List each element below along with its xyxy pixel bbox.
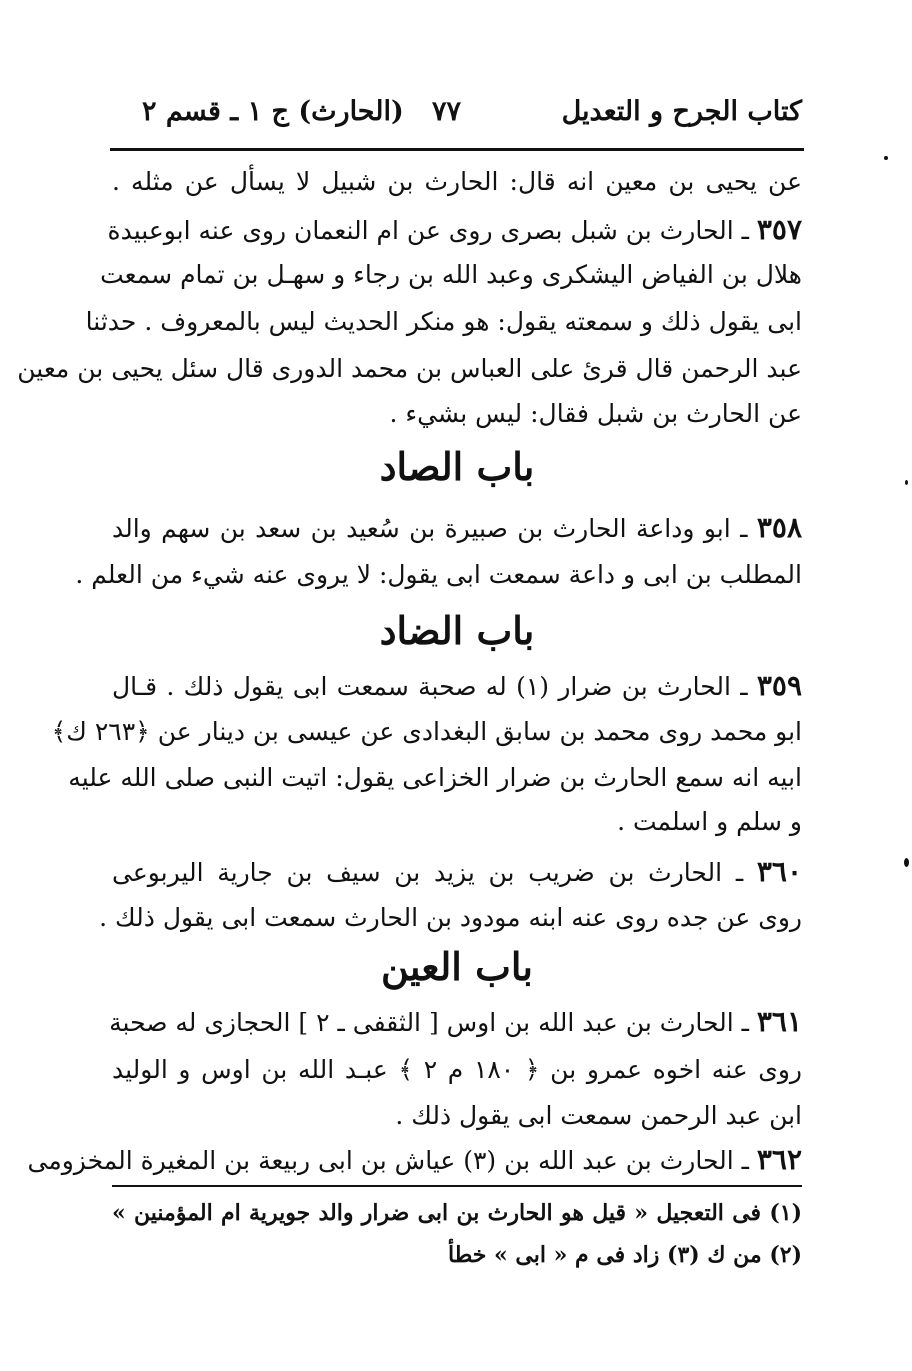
book-title: كتاب الجرح و التعديل <box>561 96 802 127</box>
entry-362-line-1: ٣٦٢ ـ الحارث بن عبد الله بن (٣) عياش بن ابى ربيعة بن المغيرة المخزومى <box>27 1143 802 1176</box>
entry-360-line-1: ٣٦٠ ـ الحارث بن ضريب بن يزيد بن سيف بن جارية اليربوعى <box>112 855 802 888</box>
header-rule <box>110 148 804 151</box>
text-line: روى عن جده روى عنه ابنه مودود بن الحارث سمعت ابى يقول ذلك . <box>99 903 802 932</box>
entry-number: ٣٦١ <box>756 1005 802 1038</box>
text-line: عبد الرحمن قال قرئ على العباس بن محمد الدورى قال سئل يحيى بن معين <box>17 354 802 383</box>
entry-361-line-1: ٣٦١ ـ الحارث بن عبد الله بن اوس [ الثقفى ـ ٢ ] الحجازى له صحبة <box>109 1005 802 1038</box>
chapter-heading-sad: باب الصاد <box>379 444 535 489</box>
text-line: ابيه انه سمع الحارث بن ضرار الخزاعى يقول: اتيت النبى صلى الله عليه <box>68 763 802 792</box>
text-line: المطلب بن ابى و داعة سمعت ابى يقول: لا يروى عنه شيء من العلم . <box>75 560 802 589</box>
running-header <box>112 88 802 138</box>
text-line: و سلم و اسلمت . <box>617 807 802 836</box>
entry-359-line-1: ٣٥٩ ـ الحارث بن ضرار (١) له صحبة سمعت ابى يقول ذلك . قـال <box>112 669 802 702</box>
entry-357-line-1: ٣٥٧ ـ الحارث بن شبل بصرى روى عن ام النعمان روى عنه ابوعبيدة <box>107 213 802 246</box>
entry-358-line-1: ٣٥٨ ـ ابو وداعة الحارث بن صبيرة بن سُعيد بن سعد بن سهم والد <box>112 511 802 544</box>
chapter-heading-dad: باب الضاد <box>379 608 535 653</box>
entry-number: ٣٥٩ <box>756 669 802 702</box>
footnote-rule <box>112 1185 802 1187</box>
page-number: ٧٧ <box>432 96 462 127</box>
text-line: ابو محمد روى محمد بن سابق البغدادى عن عيسى بن دينار عن ﴿٢٦٣ ك﴾ <box>51 717 802 746</box>
entry-number: ٣٦٢ <box>756 1143 802 1176</box>
scan-speck <box>904 858 909 867</box>
entry-number: ٣٥٨ <box>756 511 802 544</box>
scan-speck <box>905 480 908 485</box>
entry-number: ٣٥٧ <box>756 213 802 246</box>
text-line: هلال بن الفياض اليشكرى وعبد الله بن رجاء و سهـل بن تمام سمعت <box>100 260 802 289</box>
footnote-2: (٢) من ك (٣) زاد فى م « ابى » خطأ <box>448 1242 802 1268</box>
text-line: ابن عبد الرحمن سمعت ابى يقول ذلك . <box>395 1101 802 1130</box>
chapter-heading-ayn: باب العين <box>380 944 534 989</box>
text-line: عن يحيى بن معين انه قال: الحارث بن شبيل لا يسأل عن مثله . <box>112 167 802 196</box>
entry-number: ٣٦٠ <box>756 855 802 888</box>
text-line: عن الحارث بن شبل فقال: ليس بشيء . <box>389 399 802 428</box>
scan-speck <box>884 156 888 160</box>
text-line: ابى يقول ذلك و سمعته يقول: هو منكر الحديث ليس بالمعروف . حدثنا <box>85 307 802 336</box>
text-line: روى عنه اخوه عمرو بن ﴿ ١٨٠ م ٢ ﴾ عبـد الله بن اوس و الوليد <box>112 1055 802 1084</box>
footnote-1: (١) فى التعجيل « قيل هو الحارث بن ابى ضرار والد جويرية ام المؤمنين » <box>112 1200 802 1226</box>
section-label: (الحارث) ج ١ ـ قسم ٢ <box>142 96 404 127</box>
